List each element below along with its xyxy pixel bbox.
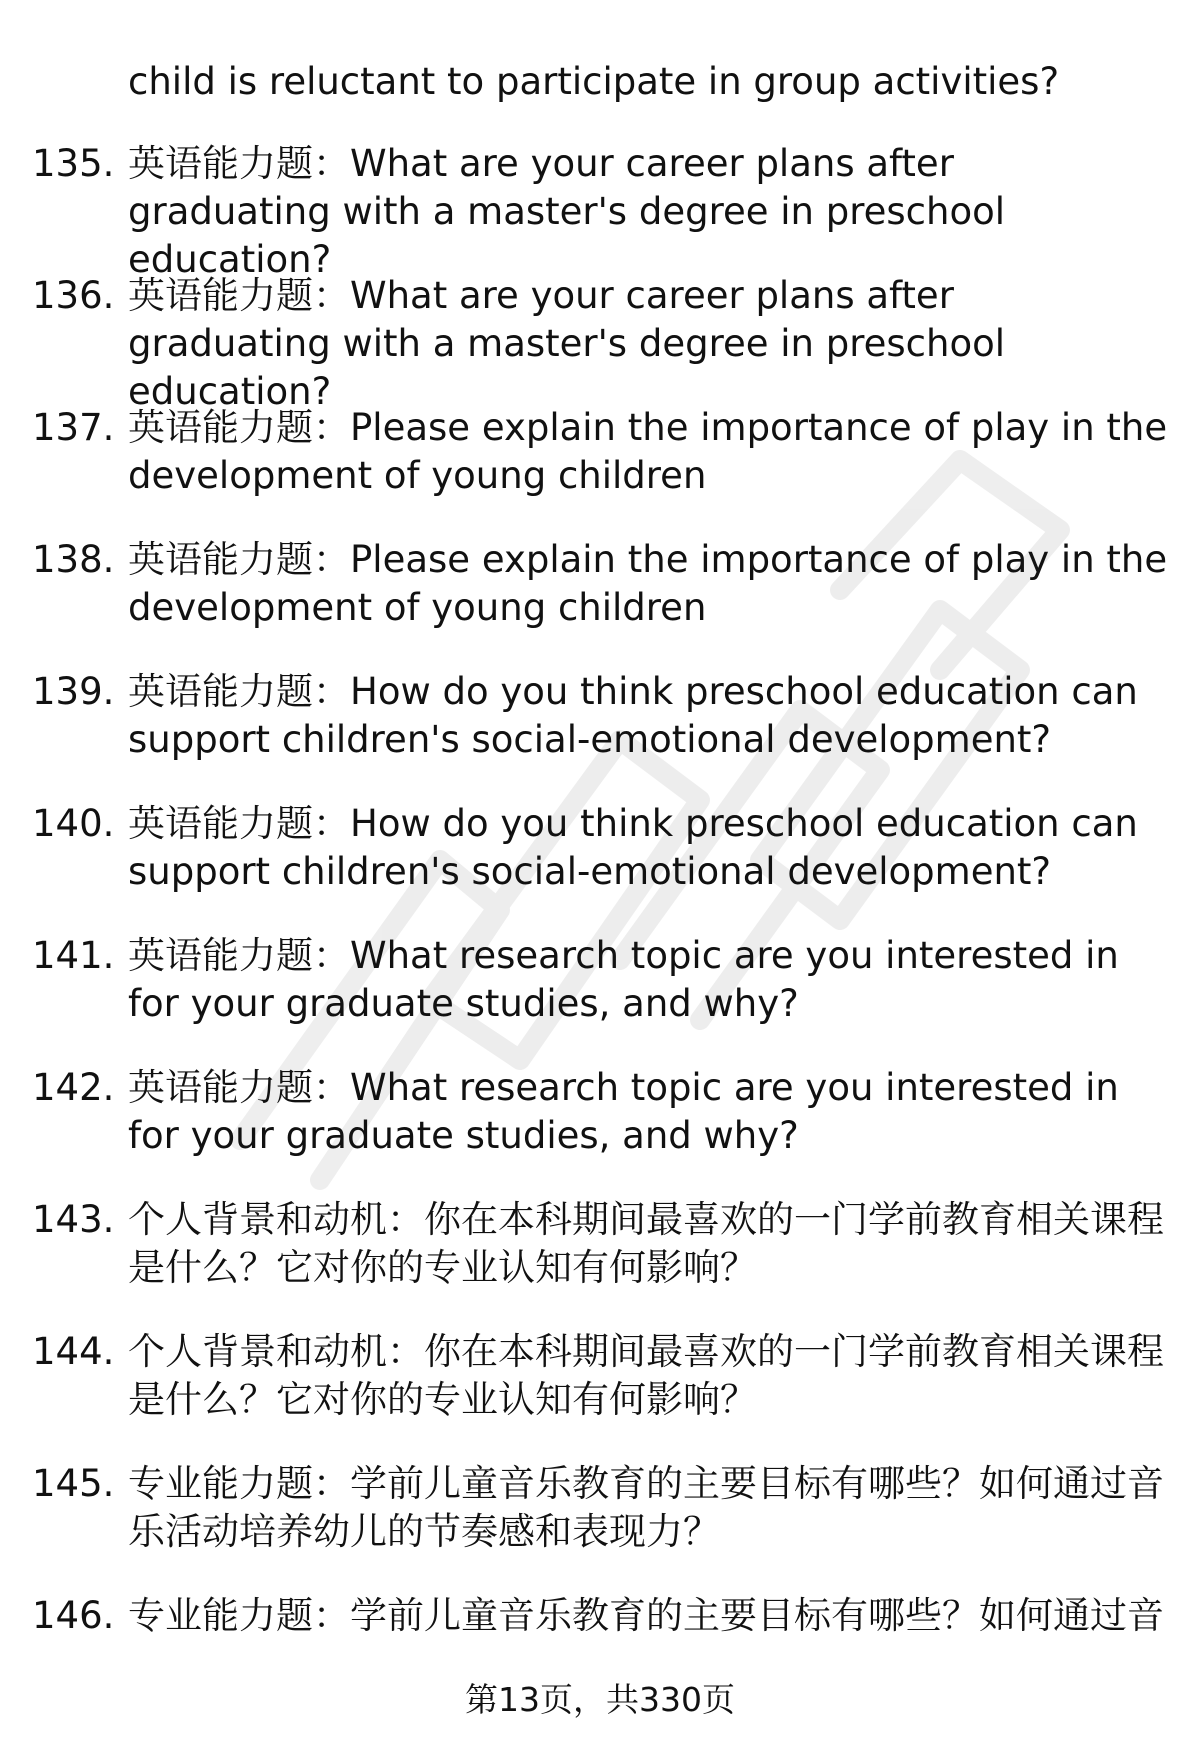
question-number: 139. (32, 670, 115, 713)
question-item (0, 536, 1200, 668)
question-item (0, 272, 1200, 413)
question-text: 专业能力题：学前儿童音乐教育的主要目标有哪些？如何通过音 (128, 1594, 1164, 1637)
question-item (0, 932, 1200, 1064)
question-number: 146. (32, 1594, 115, 1637)
question-number: 143. (32, 1198, 115, 1241)
question-text: 英语能力题：Please explain the importance of play in the development of young children (128, 538, 1168, 629)
question-text: 英语能力题：How do you think preschool education can support children's social-emotional development? (128, 802, 1138, 893)
question-number: 138. (32, 538, 115, 581)
question-item (0, 668, 1200, 800)
question-number: 135. (32, 142, 115, 185)
question-text: 英语能力题：What are your career plans after graduating with a master's degree in preschool education? (128, 274, 1006, 413)
question-item (0, 1196, 1200, 1328)
question-text: 个人背景和动机：你在本科期间最喜欢的一门学前教育相关课程是什么？它对你的专业认知有何影响？ (128, 1198, 1164, 1289)
question-number: 141. (32, 934, 115, 977)
question-text: 英语能力题：What research topic are you interested in for your graduate studies, and why? (128, 1066, 1119, 1157)
question-text: 英语能力题：What research topic are you interested in for your graduate studies, and why? (128, 934, 1119, 1025)
question-number: 137. (32, 406, 115, 449)
continued-question-text: child is reluctant to participate in group activities? (128, 60, 1060, 103)
question-text: 英语能力题：What are your career plans after graduating with a master's degree in preschool education? (128, 142, 1006, 281)
question-text: 英语能力题：Please explain the importance of play in the development of young children (128, 406, 1168, 497)
question-number: 140. (32, 802, 115, 845)
question-item (0, 800, 1200, 932)
question-item (0, 404, 1200, 536)
question-text: 个人背景和动机：你在本科期间最喜欢的一门学前教育相关课程是什么？它对你的专业认知有何影响？ (128, 1330, 1164, 1421)
question-text: 英语能力题：How do you think preschool education can support children's social-emotional development? (128, 670, 1138, 761)
question-item (0, 140, 1200, 281)
question-number: 142. (32, 1066, 115, 1109)
question-text: 专业能力题：学前儿童音乐教育的主要目标有哪些？如何通过音乐活动培养幼儿的节奏感和表现力？ (128, 1462, 1164, 1553)
question-number: 144. (32, 1330, 115, 1373)
question-number: 145. (32, 1462, 115, 1505)
question-item (0, 1328, 1200, 1460)
question-list (0, 140, 1200, 1724)
question-number: 136. (32, 274, 115, 317)
question-item (0, 1064, 1200, 1196)
question-item (0, 1460, 1200, 1592)
page-number-footer: 第13页，共330页 (465, 1680, 735, 1719)
